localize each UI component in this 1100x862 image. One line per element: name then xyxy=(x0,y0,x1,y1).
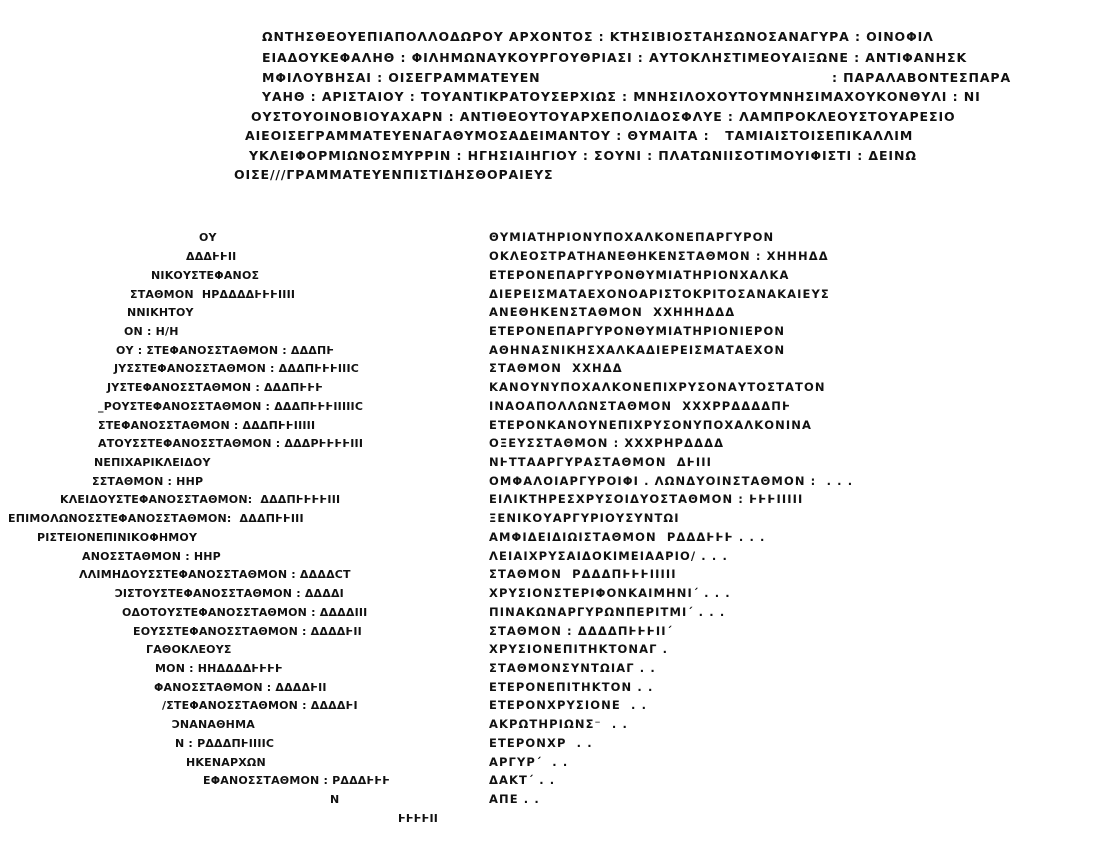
right-column-line: ΣΤΑΘΜΟΝ ΡΔΔΔΠͰͰͰΙΙΙΙΙ xyxy=(489,567,677,581)
left-column-line: /ΣΤΕΦΑΝΟΣΣΤΑΘΜΟΝ : ΔΔΔΔͰΙ xyxy=(162,699,358,712)
right-column-line: ΑΘΗΝΑΣΝΙΚΗΣΧΑΛΚΑΔΙΕΡΕΙΣΜΑΤΑΕΧΟΝ xyxy=(489,343,786,357)
right-column-line: ΔΙΕΡΕΙΣΜΑΤΑΕΧΟΝΟΑΡΙΣΤΟΚΡΙΤΟΣΑΝΑΚΑΙΕΥΣ xyxy=(489,287,830,301)
left-column-line: ϽΝΑΝΑΘΗΜΑ xyxy=(172,718,255,731)
right-column-line: ΞΕΝΙΚΟΥΑΡΓΥΡΙΟΥΣΥΝΤΩΙ xyxy=(489,511,680,525)
left-column-line: ΦΑΝΟΣΣΤΑΘΜΟΝ : ΔΔΔΔͰΙΙ xyxy=(154,681,327,694)
left-column-line: ΑΤΟΥΣΣΤΕΦΑΝΟΣΣΤΑΘΜΟΝ : ΔΔΔΡͰͰͰͰΙΙΙ xyxy=(98,437,364,450)
right-column-line: ΙΝΑΟΑΠΟΛΛΩΝΣΤΑΘΜΟΝ ΧΧΧΡΡΔΔΔΔΠͰ xyxy=(489,399,792,413)
right-column-line: ΕΤΕΡΟΝΕΠΑΡΓΥΡΟΝΘΥΜΙΑΤΗΡΙΟΝΧΑΛΚΑ xyxy=(489,268,790,282)
right-column-line: ΣΤΑΘΜΟΝ ΧΧΗΔΔ xyxy=(489,361,623,375)
right-column-line: ΣΤΑΘΜΟΝ : ΔΔΔΔΠͰͰͰΙΙ΄ xyxy=(489,624,673,638)
right-column-line: ΠΙΝΑΚΩΝΑΡΓΥΡΩΝΠΕΡΙΤΜΙ΄ . . . xyxy=(489,605,726,619)
left-column-line: ΓΑΘΟΚΛΕΟΥΣ xyxy=(146,643,232,656)
right-column-line: ΕΤΕΡΟΝΧΡΥΣΙΟΝΕ . . xyxy=(489,698,648,712)
left-column-line: ϽΙΣΤΟΥΣΤΕΦΑΝΟΣΣΤΑΘΜΟΝ : ΔΔΔΔΙ xyxy=(115,587,344,600)
heading-line: : ΠΑΡΑΛΑΒΟΝΤΕΣΠΑΡΑ xyxy=(832,70,1012,85)
right-column-line: ΝͰΤΤΑΑΡΓΥΡΑΣΤΑΘΜΟΝ ΔͰΙΙΙ xyxy=(489,455,713,469)
right-column-line: ΧΡΥΣΙΟΝΣΤΕΡΙΦΟΝΚΑΙΜΗΝΙ΄ . . . xyxy=(489,586,731,600)
left-column-line: ΡΙΣΤΕΙΟΝΕΠΙΝΙΚΟΦΗΜΟΥ xyxy=(37,531,198,544)
right-column-line: ΟΜΦΑΛΟΙΑΡΓΥΡΟΙΦΙ . ΛΩΝΔΥΟΙΝΣΤΑΘΜΟΝ : . . . xyxy=(489,474,854,488)
left-column-line: ΟΥ xyxy=(199,231,217,244)
left-column-line: ΟΥ : ΣΤΕΦΑΝΟΣΣΤΑΘΜΟΝ : ΔΔΔΠͰ xyxy=(116,344,335,357)
left-column-line: ΕΠΙΜΟΛΩΝΟΣΣΤΕΦΑΝΟΣΣΤΑΘΜΟΝ: ΔΔΔΠͰͰΙΙΙ xyxy=(8,512,304,525)
left-column-line: _ΡΟΥΣΤΕΦΑΝΟΣΣΤΑΘΜΟΝ : ΔΔΔΠͰͰͰΙΙΙΙΙC xyxy=(98,400,364,413)
left-column-line: ΑΝΟΣΣΤΑΘΜΟΝ : ΗΗΡ xyxy=(82,550,221,563)
left-column-line: ΝΙΚΟΥΣΤΕΦΑΝΟΣ xyxy=(151,269,260,282)
left-column-line: ͰͰͰͰΙΙ xyxy=(398,812,439,825)
left-column-line: ΣΤΕΦΑΝΟΣΣΤΑΘΜΟΝ : ΔΔΔΠͰͰΙΙΙΙΙ xyxy=(98,419,316,432)
right-column-line: ΚΑΝΟΥΝΥΠΟΧΑΛΚΟΝΕΠΙΧΡΥΣΟΝΑΥΤΟΣΤΑΤΟΝ xyxy=(489,380,826,394)
left-column-line: ͿΥΣΤΕΦΑΝΟΣΣΤΑΘΜΟΝ : ΔΔΔΠͰͰͰ xyxy=(107,381,324,394)
left-column-line: ΝΝΙΚΗΤΟΥ xyxy=(127,306,194,319)
left-column-line: ΟΝ : Η/Η xyxy=(124,325,179,338)
heading-line: ΩΝΤΗΣΘΕΟΥΕΠΙΑΠΟΛΛΟΔΩΡΟΥ ΑΡΧΟΝΤΟΣ : ΚΤΗΣΙΒΙΟΣΤΑΗΣΩΝΟΣΑΝΑΓΥΡΑ : ΟΙΝΟΦΙΛ xyxy=(262,29,934,44)
heading-line: ΜΦΙΛΟΥΒΗΣΑΙ : ΟΙΣΕΓΡΑΜΜΑΤΕΥΕΝ xyxy=(262,70,541,85)
right-column-line: ΑΚΡΩΤΗΡΙΩΝΣ⁻ . . xyxy=(489,717,628,731)
left-column-line: Ν : ΡΔΔΔΠͰΙΙΙΙC xyxy=(175,737,275,750)
heading-line: ΑΙΕΟΙΣΕΓΡΑΜΜΑΤΕΥΕΝΑΓΑΘΥΜΟΣΑΔΕΙΜΑΝΤΟΥ : ΘΥΜΑΙΤΑ : ΤΑΜΙΑΙΣΤΟΙΣΕΠΙΚΑΛΛΙΜ xyxy=(245,128,914,143)
left-column-line: Ν xyxy=(330,793,340,806)
left-column-line: ΜΟΝ : ΗΗΔΔΔΔͰͰͰͰ xyxy=(155,662,283,675)
left-column-line: ͿΥΣΣΤΕΦΑΝΟΣΣΤΑΘΜΟΝ : ΔΔΔΠͰͰͰΙΙΙC xyxy=(114,362,360,375)
heading-line: ΥΑΗΘ : ΑΡΙΣΤΑΙΟΥ : ΤΟΥΑΝΤΙΚΡΑΤΟΥΣΕΡΧΙΩΣ : ΜΝΗΣΙΛΟΧΟΥΤΟΥΜΝΗΣΙΜΑΧΟΥΚΟΝΘΥΛΙ : ΝΙ xyxy=(262,89,981,104)
left-column-line: ΚΛΕΙΔΟΥΣΤΕΦΑΝΟΣΣΤΑΘΜΟΝ: ΔΔΔΠͰͰͰͰΙΙΙ xyxy=(60,493,341,506)
heading-line: ΟΙΣΕ///ΓΡΑΜΜΑΤΕΥΕΝΠΙΣΤΙΔΗΣΘΟΡΑΙΕΥΣ xyxy=(234,167,554,182)
left-column-line: ΕΟΥΣΣΤΕΦΑΝΟΣΣΤΑΘΜΟΝ : ΔΔΔΔͰΙΙ xyxy=(133,625,362,638)
left-column-line: ΣΣΤΑΘΜΟΝ : ΗΗΡ xyxy=(92,475,204,488)
right-column-line: ΧΡΥΣΙΟΝΕΠΙΤΗΚΤΟΝΑΓ . xyxy=(489,642,669,656)
right-column-line: ΔΑΚΤ΄ . . xyxy=(489,773,556,787)
left-column-line: ΛΛΙΜΗΔΟΥΣΣΤΕΦΑΝΟΣΣΤΑΘΜΟΝ : ΔΔΔΔCΤ xyxy=(79,568,351,581)
right-column-line: ΘΥΜΙΑΤΗΡΙΟΝΥΠΟΧΑΛΚΟΝΕΠΑΡΓΥΡΟΝ xyxy=(489,230,775,244)
right-column-line: ΑΜΦΙΔΕΙΔΙΩΙΣΤΑΘΜΟΝ ΡΔΔΔͰͰͰ . . . xyxy=(489,530,766,544)
right-column-line: ΑΡΓΥΡ΄ . . xyxy=(489,755,569,769)
right-column-line: ΕΤΕΡΟΝΚΑΝΟΥΝΕΠΙΧΡΥΣΟΝΥΠΟΧΑΛΚΟΝΙΝΑ xyxy=(489,418,812,432)
heading-line: ΟΥΣΤΟΥΟΙΝΟΒΙΟΥΑΧΑΡΝ : ΑΝΤΙΘΕΟΥΤΟΥΑΡΧΕΠΟΛΙΔΟΣΦΛΥΕ : ΛΑΜΠΡΟΚΛΕΟΥΣΤΟΥΑΡΕΣΙΟ xyxy=(251,109,956,124)
heading-line: ΕΙΑΔΟΥΚΕΦΑΛΗΘ : ΦΙΛΗΜΩΝΑΥΚΟΥΡΓΟΥΘΡΙΑΣΙ : ΑΥΤΟΚΛΗΣΤΙΜΕΟΥΑΙΞΩΝΕ : ΑΝΤΙΦΑΝΗΣΚ xyxy=(262,50,968,65)
right-column-line: ΑΝΕΘΗΚΕΝΣΤΑΘΜΟΝ ΧΧΗΗΗΔΔΔ xyxy=(489,305,736,319)
left-column-line: ΝΕΠΙΧΑΡΙΚΛΕΙΔΟΥ xyxy=(94,456,211,469)
right-column-line: ΕΤΕΡΟΝΕΠΑΡΓΥΡΟΝΘΥΜΙΑΤΗΡΙΟΝΙΕΡΟΝ xyxy=(489,324,786,338)
right-column-line: ΣΤΑΘΜΟΝΣΥΝΤΩΙΑΓ . . xyxy=(489,661,656,675)
right-column-line: ΟΞΕΥΣΣΤΑΘΜΟΝ : ΧΧΧΡΗΡΔΔΔΔ xyxy=(489,436,725,450)
left-column-line: ΣΤΑΘΜΟΝ ΗΡΔΔΔΔͰͰͰΙΙΙΙ xyxy=(130,288,296,301)
left-column-line: ΕΦΑΝΟΣΣΤΑΘΜΟΝ : ΡΔΔΔͰͰͰ xyxy=(203,774,391,787)
right-column-line: ΕΤΕΡΟΝΕΠΙΤΗΚΤΟΝ . . xyxy=(489,680,654,694)
right-column-line: ΑΠΕ . . xyxy=(489,792,540,806)
right-column-line: ΟΚΛΕΟΣΤΡΑΤΗΑΝΕΘΗΚΕΝΣΤΑΘΜΟΝ : ΧΗΗΗΔΔ xyxy=(489,249,829,263)
right-column-line: ΛΕΙΑΙΧΡΥΣΑΙΔΟΚΙΜΕΙΑΑΡΙΟ/ . . . xyxy=(489,549,728,563)
left-column-line: ΟΔΟΤΟΥΣΤΕΦΑΝΟΣΣΤΑΘΜΟΝ : ΔΔΔΔΙΙΙ xyxy=(122,606,368,619)
right-column-line: ΕΙΛΙΚΤΗΡΕΣΧΡΥΣΟΙΔΥΟΣΤΑΘΜΟΝ : ͰͰͰΙΙΙΙΙ xyxy=(489,492,804,506)
right-column-line: ΕΤΕΡΟΝΧΡ . . xyxy=(489,736,593,750)
heading-line: ΥΚΛΕΙΦΟΡΜΙΩΝΟΣΜΥΡΡΙΝ : ΗΓΗΣΙΑΙΗΓΙΟΥ : ΣΟΥΝΙ : ΠΛΑΤΩΝΙΙΣΟΤΙΜΟΥΙΦΙΣΤΙ : ΔΕΙΝΩ xyxy=(249,148,917,163)
left-column-line: ΗΚΕΝΑΡΧΩΝ xyxy=(186,756,266,769)
left-column-line: ΔΔΔͰͰΙΙ xyxy=(186,250,237,263)
